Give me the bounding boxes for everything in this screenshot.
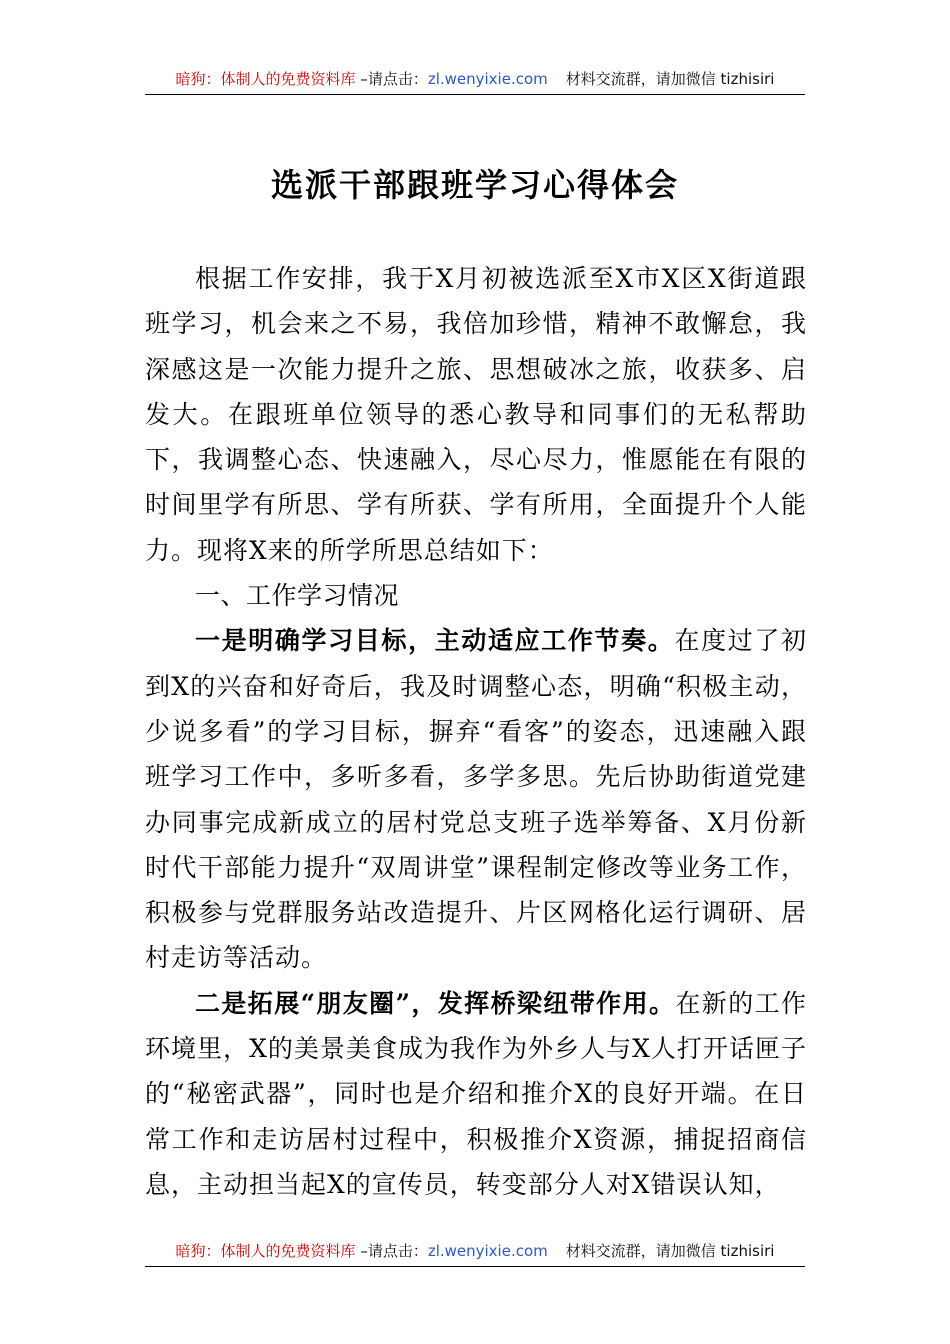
footer-site-name: 暗狗：体制人的免费资料库 xyxy=(175,1242,356,1260)
section-heading: 一、工作学习情况 xyxy=(195,581,400,611)
banner-click-prompt: –请点击： xyxy=(355,70,428,88)
point-one-body: 在度过了初到X的兴奋和好奇后，我及时调整心态，明确“积极主动，少说多看”的学习目标，摒弃“看客”的姿态，迅速融入跟班学习工作中，多听多看，多学多思。先后协助街道党建办同事完成新成立的居村党总支班子选举筹备、X月份新时代干部能力提升“双周讲堂”课程制定修改等业务工作，积极参与党群服务站改造提升、片区网格化运行调研、居村走访等活动。 xyxy=(145,626,807,973)
header-banner xyxy=(145,64,805,95)
footer-wechat-note: 材料交流群，请加微信 tizhisiri xyxy=(565,1242,775,1260)
intro-paragraph: 根据工作安排，我于X月初被选派至X市X区X街道跟班学习，机会来之不易，我倍加珍惜，精神不敢懈怠，我深感这是一次能力提升之旅、思想破冰之旅，收获多、启发大。在跟班单位领导的悉心教导和同事们的无私帮助下，我调整心态、快速融入，尽心尽力，惟愿能在有限的时间里学有所思、学有所获、学有所用，全面提升个人能力。现将X来的所学所思总结如下： xyxy=(145,264,807,565)
point-two-paragraph xyxy=(145,981,807,1207)
footer-banner xyxy=(145,1236,805,1267)
point-two-body: 在新的工作环境里，X的美景美食成为我作为外乡人与X人打开话匣子的“秘密武器”，同时也是介绍和推介X的良好开端。在日常工作和走访居村过程中，积极推介X资源，捕捉招商信息，主动担当起X的宣传员，转变部分人对X错误认知， xyxy=(145,988,807,1199)
point-one-paragraph xyxy=(145,618,807,980)
footer-click-prompt: –请点击： xyxy=(355,1242,428,1260)
document-title: 选派干部跟班学习心得体会 xyxy=(270,166,679,204)
banner-site-name: 暗狗：体制人的免费资料库 xyxy=(175,70,356,88)
point-one-lead: 一是明确学习目标，主动适应工作节奏。 xyxy=(195,626,675,656)
banner-wechat-note: 材料交流群，请加微信 tizhisiri xyxy=(565,70,775,88)
footer-url-link[interactable]: zl.wenyixie.com xyxy=(427,1242,548,1260)
document-body xyxy=(145,256,807,1207)
point-two-lead: 二是拓展“朋友圈”，发挥桥梁纽带作用。 xyxy=(195,988,676,1018)
banner-url-link[interactable]: zl.wenyixie.com xyxy=(427,70,548,88)
